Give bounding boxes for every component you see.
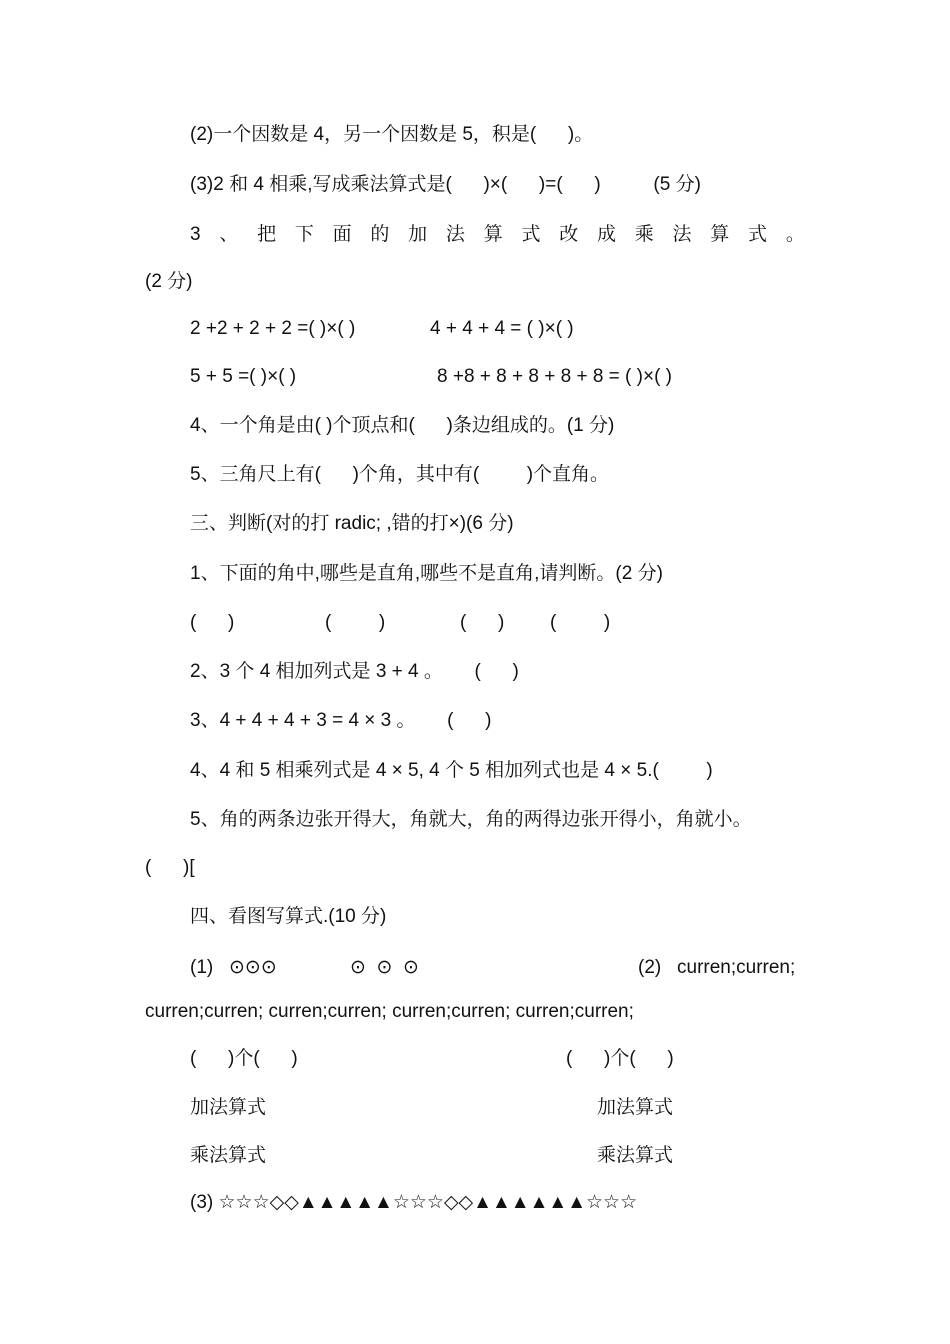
question-3-heading-char: 下	[294, 224, 314, 245]
section-4-title: 四、看图写算式.(10 分)	[190, 906, 387, 927]
judge-4: 4、4 和 5 相乘列式是 4 × 5, 4 个 5 相加列式也是 4 × 5.( )	[190, 760, 713, 781]
question-3-heading-char: 算	[710, 224, 730, 245]
question-2-3: (3)2 和 4 相乘,写成乘法算式是( )×( )=( ) (5 分)	[190, 174, 701, 195]
question-3-heading-char: 法	[445, 224, 465, 245]
question-3-heading-char: 式	[521, 224, 541, 245]
picture-2-label: (2)	[638, 957, 662, 978]
judge-3: 3、4 + 4 + 4 + 3 = 4 × 3 。 ( )	[190, 710, 492, 731]
picture-3-shapes: (3) ☆☆☆◇◇▲▲▲▲▲☆☆☆◇◇▲▲▲▲▲▲☆☆☆	[190, 1192, 638, 1213]
question-3-heading	[190, 222, 805, 248]
question-3-heading-char: 式	[748, 224, 768, 245]
question-3-heading-char: 的	[370, 224, 390, 245]
equation-1-left: 2 +2 + 2 + 2 =( )×( )	[190, 318, 356, 339]
question-4: 4、一个角是由( )个顶点和( )条边组成的。(1 分)	[190, 415, 615, 436]
equation-1-right: 4 + 4 + 4 = ( )×( )	[430, 318, 574, 339]
judge-1-blank-2: ( )	[325, 612, 386, 633]
judge-1-blank-4: ( )	[550, 612, 611, 633]
question-3-heading-char: 改	[559, 224, 579, 245]
question-3-heading-char: 乘	[634, 224, 654, 245]
question-2-2: (2)一个因数是 4，另一个因数是 5，积是( )。	[190, 124, 594, 145]
judge-5-blank: ( )[	[145, 857, 195, 878]
picture-2-blank: ( )个( )	[566, 1048, 674, 1069]
judge-1-blank-3: ( )	[460, 612, 505, 633]
question-3-heading-char: 、	[219, 224, 239, 245]
picture-2-text-continued: curren;curren; curren;curren; curren;curren; curren;curren;	[145, 1001, 634, 1022]
picture-1-label: (1)	[190, 957, 214, 978]
question-3-heading-char: 面	[332, 224, 352, 245]
question-3-heading-char: 3	[190, 224, 201, 245]
addition-formula-right: 加法算式	[597, 1097, 674, 1118]
question-3-heading-char: 把	[257, 224, 277, 245]
picture-2-text: curren;curren;	[677, 957, 796, 978]
question-3-score: (2 分)	[145, 271, 193, 292]
section-3-title: 三、判断(对的打 radic; ,错的打×)(6 分)	[190, 513, 514, 534]
question-3-heading-char: 加	[408, 224, 428, 245]
question-5: 5、三角尺上有( )个角，其中有( )个直角。	[190, 464, 610, 485]
judge-1: 1、下面的角中,哪些是直角,哪些不是直角,请判断。(2 分)	[190, 563, 663, 584]
picture-1-circles-group-2: ⊙ ⊙ ⊙	[350, 957, 419, 978]
picture-1-circles-group-1: ⊙⊙⊙	[229, 957, 277, 978]
question-3-heading-char: 算	[483, 224, 503, 245]
equation-2-left: 5 + 5 =( )×( )	[190, 366, 297, 387]
question-3-heading-char: 法	[672, 224, 692, 245]
multiplication-formula-left: 乘法算式	[190, 1145, 267, 1166]
multiplication-formula-right: 乘法算式	[597, 1145, 674, 1166]
judge-2: 2、3 个 4 相加列式是 3 + 4 。 ( )	[190, 661, 519, 682]
equation-2-right: 8 +8 + 8 + 8 + 8 + 8 = ( )×( )	[437, 366, 673, 387]
judge-1-blank-1: ( )	[190, 612, 235, 633]
question-3-heading-char: 。	[785, 224, 805, 245]
addition-formula-left: 加法算式	[190, 1097, 267, 1118]
picture-1-blank: ( )个( )	[190, 1048, 298, 1069]
question-3-heading-char: 成	[596, 224, 616, 245]
judge-5: 5、角的两条边张开得大，角就大，角的两得边张开得小，角就小。	[190, 809, 752, 830]
